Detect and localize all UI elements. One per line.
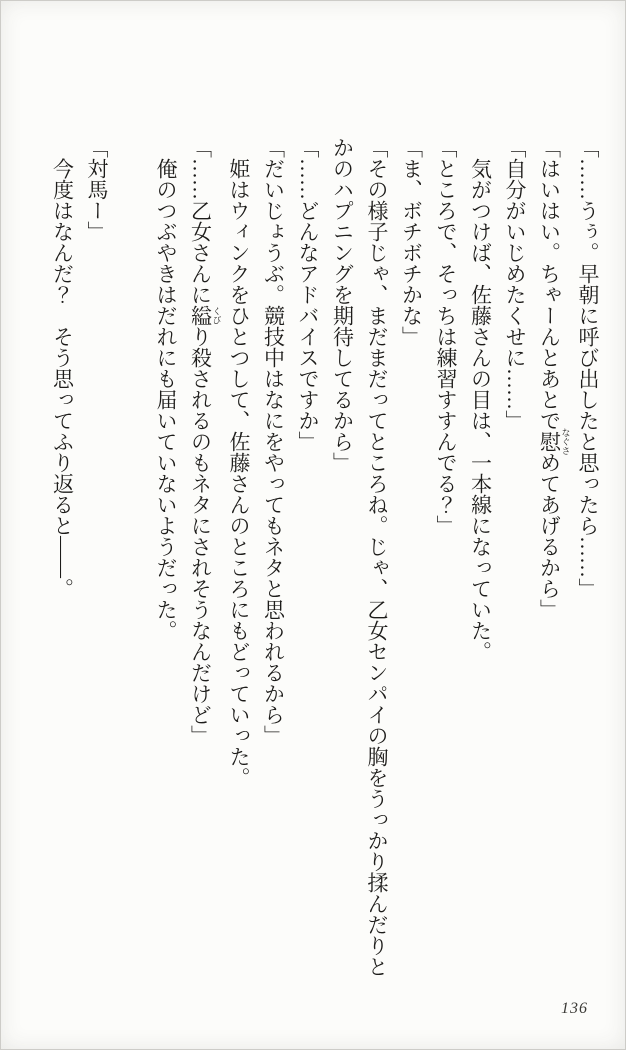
text-line: 「自分がいじめたくせに……」: [503, 137, 527, 431]
text-line: 気がつけば、佐藤さんの目は、一本線になっていた。: [468, 158, 493, 662]
text-line: 今度はなんだ？ そう思ってふり返ると——。: [50, 158, 75, 599]
text-line: 「……うぅ。早朝に呼び出したと思ったら……」: [576, 137, 600, 599]
page-number: 136: [561, 1000, 588, 1017]
ruby-kanji: 縊 くび: [188, 305, 222, 326]
furigana: なぐさ: [560, 428, 571, 455]
text-line: 「……乙女さんに縊 くびり殺されるのもネタにされそうなんだけど」: [188, 137, 222, 746]
text-line: 「はいはい。ちゃーんとあとで慰 なぐさめてあげるから」: [537, 137, 571, 620]
text-line: かのハプニングを期待してるから」: [330, 137, 355, 473]
text-line: 姫はウィンクをひとつして、佐藤さんのところにもどっていった。: [227, 158, 251, 788]
ruby-kanji: 慰 なぐさ: [537, 428, 571, 455]
text-line: 「……どんなアドバイスですか」: [296, 137, 320, 452]
blank-line: [114, 137, 149, 999]
text-line: 「ま、ボチボチかな」: [399, 137, 424, 347]
text-line: 俺のつぶやきはだれにも届いていないようだった。: [154, 158, 178, 641]
furigana: くび: [211, 305, 222, 326]
text-line: 「その様子じゃ、まだまだってところね。じゃ、乙女センパイの胸をうっかり揉んだりと: [365, 137, 389, 977]
text-line: 「ところで、そっちは練習すすんでる？」: [434, 137, 458, 536]
page-text: [45, 137, 605, 999]
text-line: 「対馬ー」: [85, 137, 109, 242]
text-line: 「だいじょうぶ。競技中はなにをやってもネタと思われるから」: [261, 137, 286, 746]
